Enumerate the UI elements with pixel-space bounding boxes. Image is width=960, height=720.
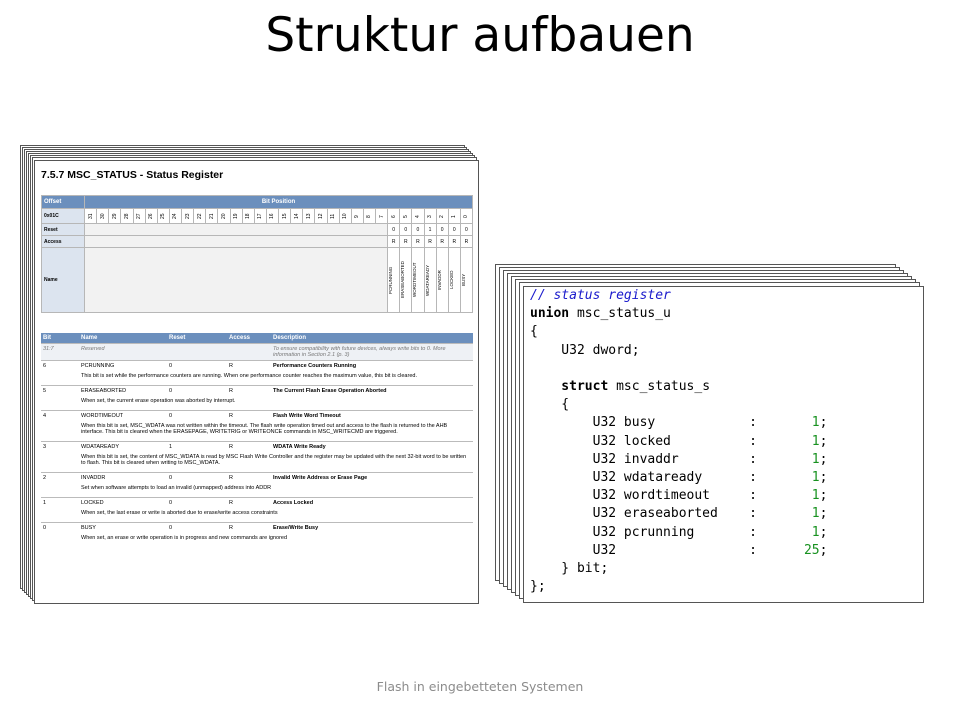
description-detail-row: [41, 421, 473, 442]
row-reset: 1: [167, 442, 227, 453]
bit-number: 8: [363, 209, 375, 224]
bit-number: 11: [327, 209, 339, 224]
row-detail: When set, the last erase or write is aborted due to erase/write access constraints: [81, 510, 278, 516]
bit-number: 12: [315, 209, 327, 224]
row-access: [227, 344, 271, 361]
reset-value: 0: [436, 224, 448, 236]
field-name: ERASEABORTED: [400, 261, 406, 299]
description-detail-row: [41, 371, 473, 386]
code-block: [530, 287, 827, 596]
bitfield-line: U32 invaddr : 1;: [530, 451, 828, 467]
offset-value: 0x01C: [42, 209, 85, 224]
row-reset: 0: [167, 473, 227, 484]
description-detail-row: [41, 483, 473, 498]
reset-label: Reset: [42, 224, 85, 236]
bit-position-header: Bit Position: [85, 196, 473, 209]
bit-number: 17: [254, 209, 266, 224]
struct-open-brace: {: [530, 397, 570, 413]
code-comment: // status register: [530, 288, 671, 303]
row-name: WORDTIMEOUT: [79, 411, 167, 422]
row-reset: 0: [167, 411, 227, 422]
field-name: INVADDR: [436, 270, 442, 290]
col-reset-header: Reset: [167, 333, 227, 344]
row-bit: 2: [41, 473, 79, 484]
bitfield-decl: U32 locked :: [530, 433, 757, 449]
field-description-table: [41, 333, 473, 547]
row-access: R: [227, 411, 271, 422]
bit-number: 29: [109, 209, 121, 224]
description-row: [41, 473, 473, 484]
reset-value: 0: [388, 224, 400, 236]
access-value: R: [388, 236, 400, 248]
bit-number: 21: [206, 209, 218, 224]
reserved-reset-cell: [85, 224, 388, 236]
bitfield-line: U32 pcrunning : 1;: [530, 524, 828, 540]
bit-number: 25: [157, 209, 169, 224]
row-reset: 0: [167, 361, 227, 372]
bitfield-width: 25: [803, 542, 820, 558]
description-detail-row: [41, 396, 473, 411]
row-detail: When set, the current erase operation was aborted by interrupt.: [81, 398, 236, 404]
row-bit: 6: [41, 361, 79, 372]
row-name: INVADDR: [79, 473, 167, 484]
bitfield-decl: U32 pcrunning :: [530, 524, 757, 540]
bitfield-width: 1: [811, 451, 820, 467]
field-name-cell: [388, 248, 400, 313]
bitfield-decl: U32 busy :: [530, 415, 757, 431]
bit-number: 9: [351, 209, 363, 224]
union-open-brace: {: [530, 324, 538, 340]
bitfield-width: 1: [811, 433, 820, 449]
access-value: R: [460, 236, 472, 248]
detail-spacer: [41, 371, 79, 386]
row-bit: 3: [41, 442, 79, 453]
bitfield-line: U32 eraseaborted : 1;: [530, 506, 828, 522]
bit-number: 19: [230, 209, 242, 224]
field-name-cell: [412, 248, 424, 313]
row-title: WDATA Write Ready: [271, 442, 473, 453]
access-value: R: [436, 236, 448, 248]
name-row: [42, 248, 473, 313]
dword-line: U32 dword;: [530, 342, 640, 358]
bitfield-decl: U32 invaddr :: [530, 451, 757, 467]
bitfield-line: U32 locked : 1;: [530, 433, 828, 449]
bit-number: 14: [291, 209, 303, 224]
row-reset: 0: [167, 498, 227, 509]
struct-name: msc_status_s: [608, 379, 711, 395]
bit-number: 13: [303, 209, 315, 224]
bit-number: 28: [121, 209, 133, 224]
field-name-cell: [436, 248, 448, 313]
row-detail: This bit is set while the performance counters are running. When one performance counter reaches the maximum value, this bit is cleared.: [81, 373, 417, 379]
register-document: [34, 160, 479, 604]
row-bit: 31:7: [41, 344, 79, 361]
field-description-body: [41, 344, 473, 548]
bitfield-decl: U32 :: [530, 542, 757, 558]
col-name-header: Name: [79, 333, 167, 344]
access-value: R: [448, 236, 460, 248]
row-title: Erase/Write Busy: [271, 523, 473, 534]
access-label: Access: [42, 236, 85, 248]
field-name-cell: [460, 248, 472, 313]
field-name: BUSY: [460, 273, 466, 287]
reserved-name-cell: [85, 248, 388, 313]
name-label: Name: [42, 248, 85, 313]
field-name-cell: [424, 248, 436, 313]
struct-keyword: struct: [530, 379, 609, 395]
detail-spacer: [41, 396, 79, 411]
row-access: R: [227, 361, 271, 372]
reset-value: 0: [460, 224, 472, 236]
bitfield-line: U32 : 25;: [530, 542, 828, 558]
bit-number: 16: [266, 209, 278, 224]
description-row: [41, 523, 473, 534]
slide-footer: Flash in eingebetteten Systemen: [376, 679, 584, 694]
row-access: R: [227, 498, 271, 509]
bitfield-width: 1: [811, 415, 820, 431]
bitfield-decl: U32 eraseaborted :: [530, 506, 757, 522]
bit-number-row: [42, 209, 473, 224]
access-row: [42, 236, 473, 248]
row-bit: 0: [41, 523, 79, 534]
row-access: R: [227, 473, 271, 484]
col-bit-header: Bit: [41, 333, 79, 344]
description-row: [41, 411, 473, 422]
row-access: R: [227, 442, 271, 453]
reset-value: 0: [400, 224, 412, 236]
description-row: [41, 344, 473, 361]
bit-number: 27: [133, 209, 145, 224]
row-title: Access Locked: [271, 498, 473, 509]
description-row: [41, 442, 473, 453]
field-name: LOCKED: [448, 270, 454, 290]
row-title: To ensure compatibility with future devices, always write bits to 0. More information in Section 2.1 (p. 3): [271, 344, 473, 361]
row-bit: 4: [41, 411, 79, 422]
bitfield-line: U32 busy : 1;: [530, 415, 828, 431]
row-bit: 5: [41, 386, 79, 397]
code-listing: [523, 286, 924, 603]
bit-number: 6: [388, 209, 400, 224]
reserved-access-cell: [85, 236, 388, 248]
detail-spacer: [41, 421, 79, 442]
struct-close: } bit;: [530, 561, 609, 577]
reset-row: [42, 224, 473, 236]
description-row: [41, 361, 473, 372]
field-name: PCRUNNING: [388, 266, 394, 294]
bitfield-decl: U32 wordtimeout :: [530, 488, 757, 504]
row-name: ERASEABORTED: [79, 386, 167, 397]
col-description-header: Description: [271, 333, 473, 344]
access-value: R: [412, 236, 424, 248]
row-detail: Set when software attempts to load an invalid (unmapped) address into ADDR: [81, 485, 272, 491]
access-value: R: [424, 236, 436, 248]
row-title: Invalid Write Address or Erase Page: [271, 473, 473, 484]
description-detail-row: [41, 533, 473, 547]
row-reset: 0: [167, 523, 227, 534]
field-name: WORDTIMEOUT: [412, 262, 418, 298]
register-heading: 7.5.7 MSC_STATUS - Status Register: [41, 169, 224, 181]
detail-spacer: [41, 452, 79, 473]
description-detail-row: [41, 508, 473, 523]
bit-number: 23: [182, 209, 194, 224]
bit-number: 22: [194, 209, 206, 224]
reset-value: 0: [448, 224, 460, 236]
row-title: The Current Flash Erase Operation Aborted: [271, 386, 473, 397]
bitfield-line: U32 wdataready : 1;: [530, 470, 828, 486]
bitfield-width: 1: [811, 506, 820, 522]
description-detail-row: [41, 452, 473, 473]
row-detail: When set, an erase or write operation is in progress and new commands are ignored: [81, 535, 288, 541]
field-name-cell: [448, 248, 460, 313]
row-bit: 1: [41, 498, 79, 509]
row-access: R: [227, 523, 271, 534]
field-name: WDATAREADY: [424, 264, 430, 296]
row-name: BUSY: [79, 523, 167, 534]
bit-number: 0: [460, 209, 472, 224]
bit-number: 10: [339, 209, 351, 224]
row-reset: [167, 344, 227, 361]
bitfield-width: 1: [811, 524, 820, 540]
bit-number: 15: [279, 209, 291, 224]
row-name: LOCKED: [79, 498, 167, 509]
bit-number: 18: [242, 209, 254, 224]
bit-number: 20: [218, 209, 230, 224]
row-access: R: [227, 386, 271, 397]
bitfield-line: U32 wordtimeout : 1;: [530, 488, 828, 504]
offset-header: Offset: [42, 196, 85, 209]
detail-spacer: [41, 508, 79, 523]
row-detail: When this bit is set, the content of MSC_WDATA is read by MSC Flash Write Controller and the register may be updated with the next 32-bit word to be written to flash. This bit is cleared when writing to MSC_WDATA.: [81, 454, 467, 466]
bit-number: 1: [448, 209, 460, 224]
bit-number: 26: [145, 209, 157, 224]
col-access-header: Access: [227, 333, 271, 344]
row-name: PCRUNNING: [79, 361, 167, 372]
register-bit-table: [41, 195, 473, 313]
detail-spacer: [41, 483, 79, 498]
bitfield-lines: [530, 415, 827, 557]
row-title: Performance Counters Running: [271, 361, 473, 372]
field-name-cell: [400, 248, 412, 313]
description-row: [41, 498, 473, 509]
bit-number: 24: [169, 209, 181, 224]
reset-value: 0: [412, 224, 424, 236]
row-name: WDATAREADY: [79, 442, 167, 453]
bit-number: 3: [424, 209, 436, 224]
bit-number: 4: [412, 209, 424, 224]
row-name: Reserved: [79, 344, 167, 361]
row-title: Flash Write Word Timeout: [271, 411, 473, 422]
union-name: msc_status_u: [569, 306, 671, 322]
bit-number: 31: [85, 209, 97, 224]
slide-title: Struktur aufbauen: [265, 8, 695, 63]
row-reset: 0: [167, 386, 227, 397]
union-close: };: [530, 579, 546, 595]
reset-value: 1: [424, 224, 436, 236]
bitfield-width: 1: [811, 470, 820, 486]
bitfield-decl: U32 wdataready :: [530, 470, 757, 486]
access-value: R: [400, 236, 412, 248]
detail-spacer: [41, 533, 79, 547]
bit-number: 7: [376, 209, 388, 224]
bit-number: 5: [400, 209, 412, 224]
row-detail: When this bit is set, MSC_WDATA was not written within the timeout. The flash write operation timed out and access to the flash is returned to the AHB interface. This bit is cleared when the ERASEPAGE, WRITETRIG or WRITEONCE commands in MSC_WRITECMD are triggered.: [81, 423, 448, 435]
description-row: [41, 386, 473, 397]
bit-number: 2: [436, 209, 448, 224]
union-keyword: union: [530, 306, 570, 322]
bitfield-width: 1: [811, 488, 820, 504]
bit-number: 30: [97, 209, 109, 224]
